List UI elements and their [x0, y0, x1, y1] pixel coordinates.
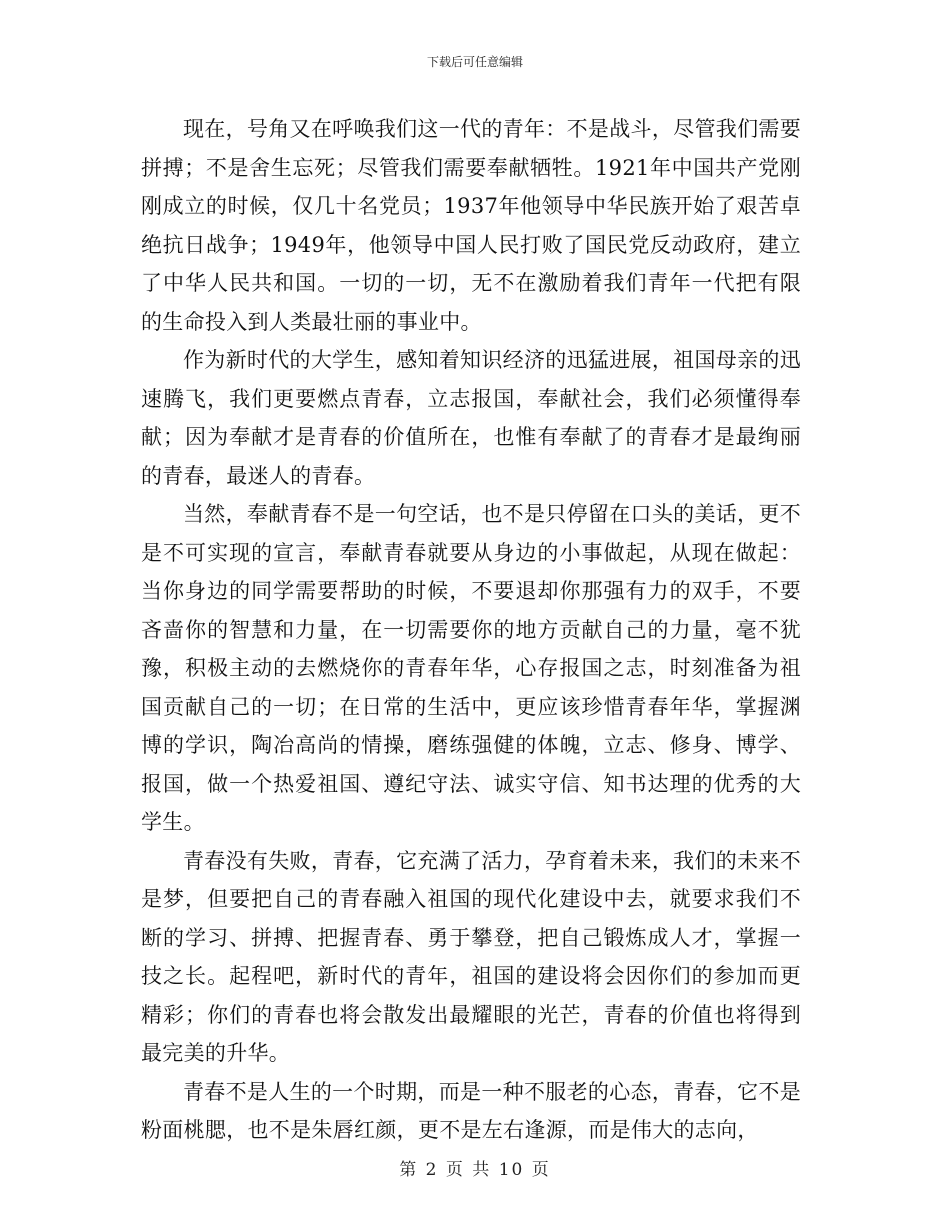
paragraph: 作为新时代的大学生，感知着知识经济的迅猛进展，祖国母亲的迅速腾飞，我们更要燃点青春，立志报国，奉献社会，我们必须懂得奉献；因为奉献才是青春的价值所在，也惟有奉献了的青春才是最绚丽的青春，最迷人的青春。	[141, 348, 801, 488]
paragraph: 青春没有失败，青春，它充满了活力，孕育着未来，我们的未来不是梦，但要把自己的青春融入祖国的现代化建设中去，就要求我们不断的学习、拼搏、把握青春、勇于攀登，把自己锻炼成人才，掌握一技之长。起程吧，新时代的青年，祖国的建设将会因你们的参加而更精彩；你们的青春也将会散发出最耀眼的光芒，青春的价值也将得到最完美的升华。	[141, 848, 801, 1065]
page-header: 下载后可任意编辑	[426, 55, 523, 69]
page-footer: 第 2 页 共 10 页	[399, 1160, 551, 1180]
paragraph: 现在，号角又在呼唤我们这一代的青年：不是战斗，尽管我们需要拼搏；不是舍生忘死；尽管我们需要奉献牺牲。1921年中国共产党刚刚成立的时候，仅几十名党员；1937年他领导中华民族开始了艰苦卓绝抗日战争；1949年，他领导中国人民打败了国民党反动政府，建立了中华人民共和国。一切的一切，无不在激励着我们青年一代把有限的生命投入到人类最壮丽的事业中。	[141, 117, 801, 334]
paragraph: 当然，奉献青春不是一句空话，也不是只停留在口头的美话，更不是不可实现的宣言，奉献青春就要从身边的小事做起，从现在做起：当你身边的同学需要帮助的时候，不要退却你那强有力的双手，不要吝啬你的智慧和力量，在一切需要你的地方贡献自己的力量，毫不犹豫，积极主动的去燃烧你的青春年华，心存报国之志，时刻准备为祖国贡献自己的一切；在日常的生活中，更应该珍惜青春年华，掌握渊博的学识，陶冶高尚的情操，磨练强健的体魄，立志、修身、博学、报国，做一个热爱祖国、遵纪守法、诚实守信、知书达理的优秀的大学生。	[141, 502, 801, 834]
paragraph: 青春不是人生的一个时期，而是一种不服老的心态，青春，它不是粉面桃腮，也不是朱唇红颜，更不是左右逢源，而是伟大的志向，	[141, 1079, 801, 1142]
document-body	[141, 110, 801, 1150]
